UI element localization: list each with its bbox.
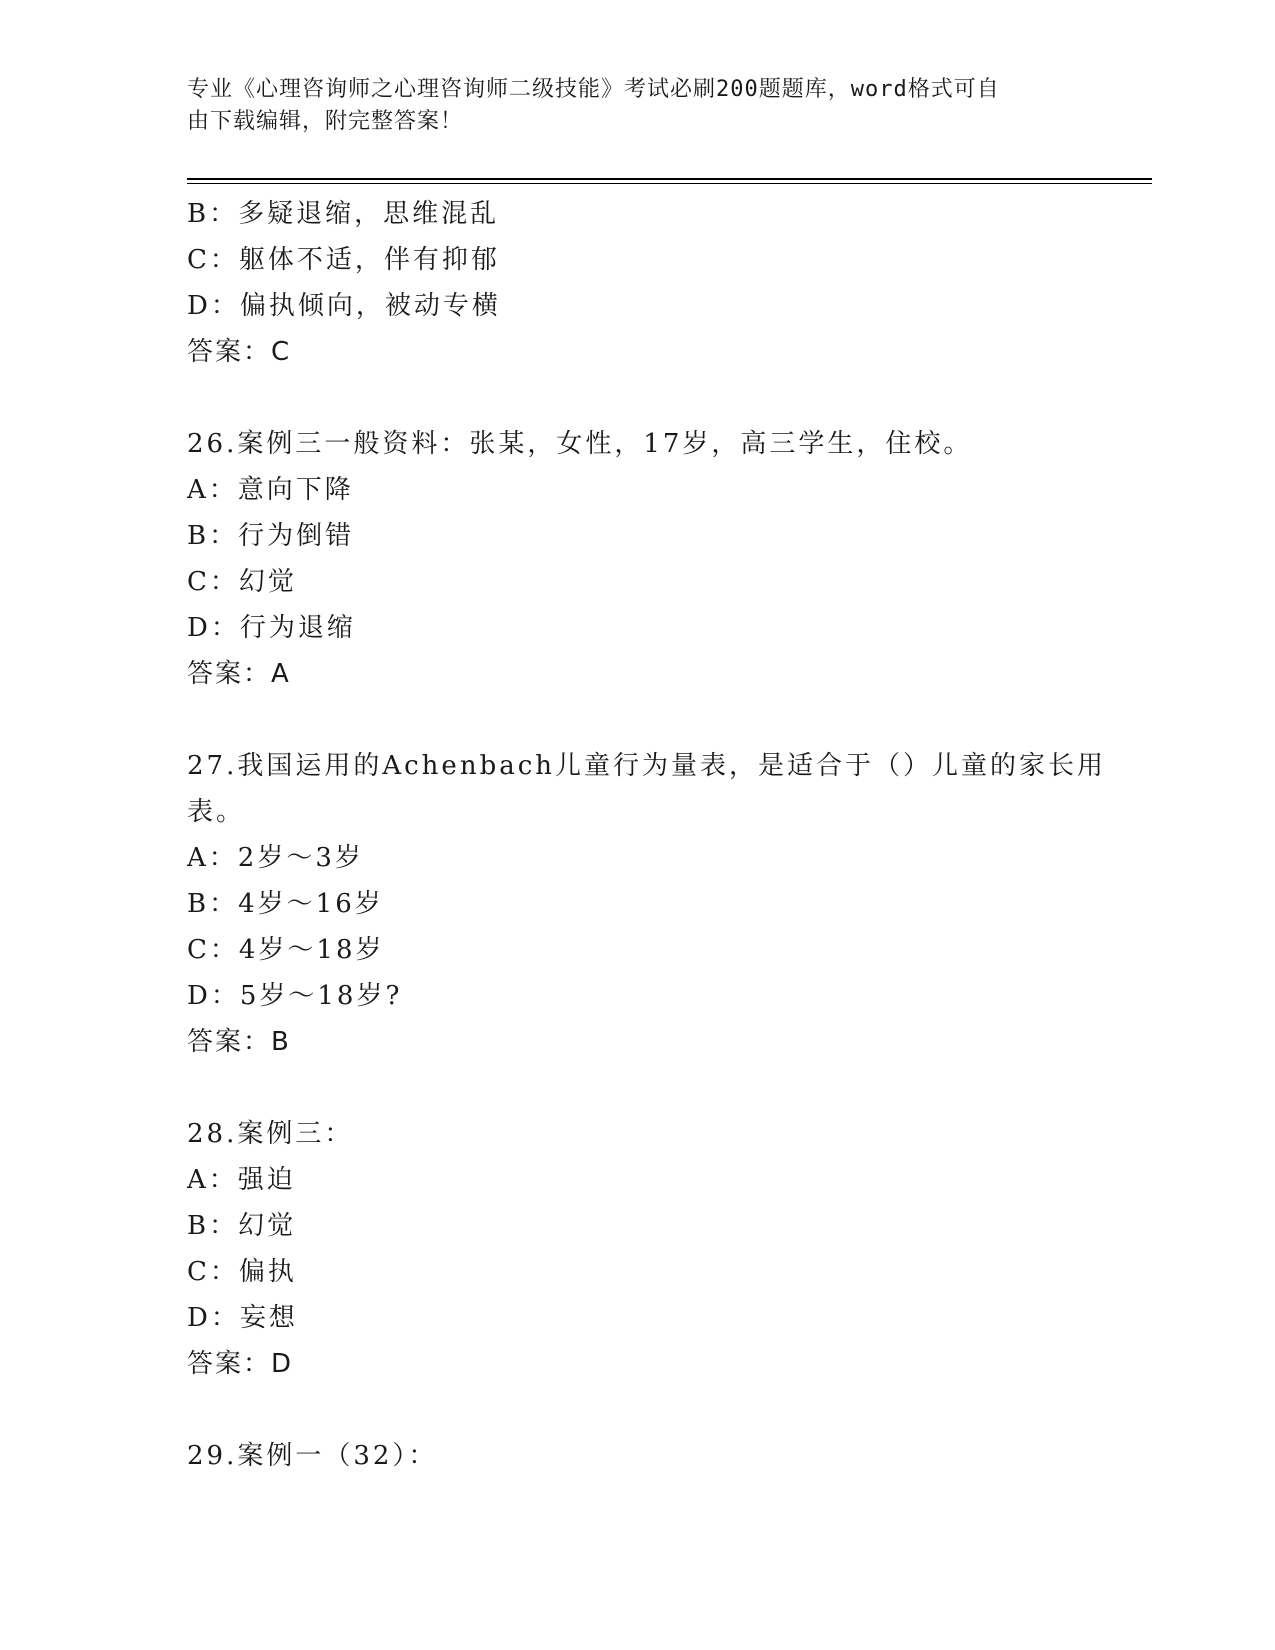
option-d: D：偏执倾向，被动专横 [187, 291, 501, 321]
question-text-line-2: 表。 [187, 797, 246, 827]
option-d: D：行为退缩 [187, 613, 356, 643]
question-block-27 [187, 743, 1107, 1065]
option-c: C：4岁～18岁 [187, 935, 385, 965]
answer-line: 答案：B [187, 1027, 291, 1057]
answer-line: 答案：C [187, 337, 292, 367]
option-a: A：强迫 [187, 1165, 296, 1195]
option-a: A：2岁～3岁 [187, 843, 364, 873]
option-d: D：妄想 [187, 1303, 298, 1333]
page-header [187, 74, 1067, 138]
spacer [187, 697, 1087, 743]
option-a: A：意向下降 [187, 475, 354, 505]
header-rule-thick [187, 178, 1152, 180]
question-list [187, 191, 1107, 1479]
spacer [187, 375, 1087, 421]
answer-line: 答案：A [187, 659, 291, 689]
option-c: C：幻觉 [187, 567, 297, 597]
option-b: B：幻觉 [187, 1211, 297, 1241]
question-text: 26.案例三一般资料：张某，女性，17岁，高三学生，住校。 [187, 429, 973, 459]
header-line-1: 专业《心理咨询师之心理咨询师二级技能》考试必刷200题题库，word格式可自 [187, 77, 1000, 102]
option-b: B：行为倒错 [187, 521, 355, 551]
spacer [187, 1387, 1087, 1433]
option-c: C：躯体不适，伴有抑郁 [187, 245, 500, 275]
question-block-26 [187, 421, 1087, 697]
question-text-line-1: 27.我国运用的Achenbach儿童行为量表，是适合于（）儿童的家长用 [187, 751, 1107, 781]
header-line-2: 由下载编辑，附完整答案！ [187, 109, 464, 134]
option-b: B：4岁～16岁 [187, 889, 384, 919]
header-rule-thin [187, 183, 1152, 184]
question-block-25 [187, 191, 1087, 375]
question-block-29 [187, 1433, 1087, 1479]
option-c: C：偏执 [187, 1257, 297, 1287]
question-block-28 [187, 1111, 1087, 1387]
option-d: D：5岁～18岁? [187, 981, 403, 1011]
option-b: B：多疑退缩，思维混乱 [187, 199, 500, 229]
spacer [187, 1065, 1087, 1111]
question-text: 29.案例一（32）： [187, 1441, 438, 1471]
answer-line: 答案：D [187, 1349, 294, 1379]
question-text: 28.案例三： [187, 1119, 354, 1149]
